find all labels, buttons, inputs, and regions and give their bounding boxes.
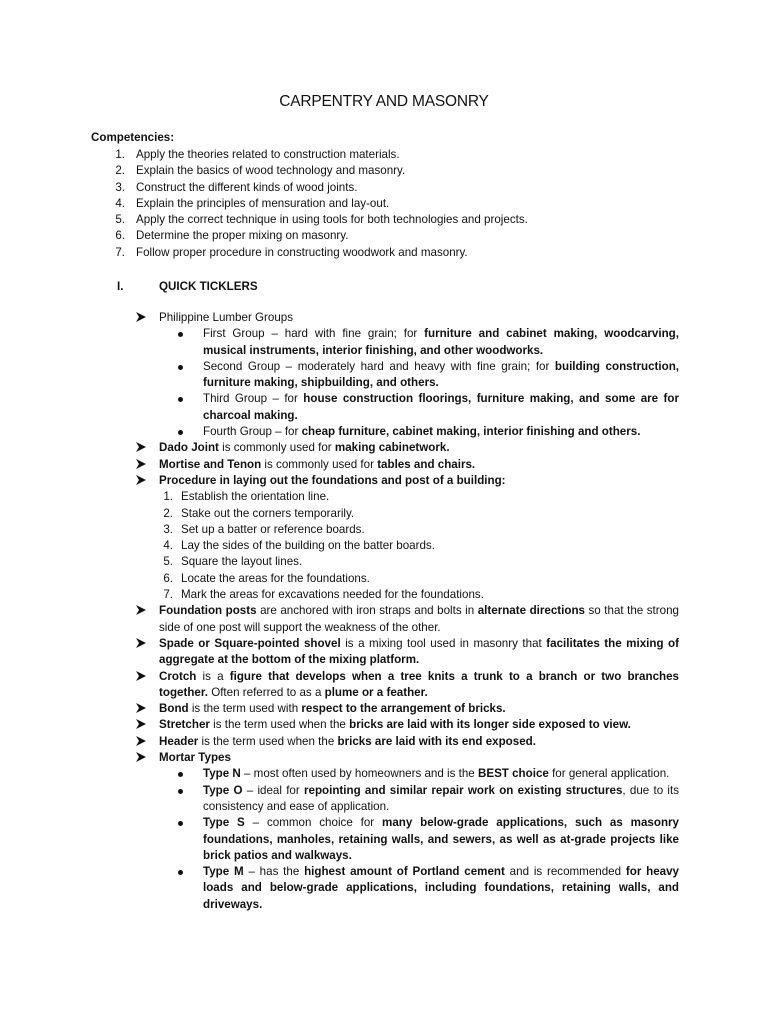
arrowhead-bullet-icon xyxy=(134,473,154,489)
lumber-groups-list xyxy=(156,326,679,440)
bullet-dot-icon xyxy=(178,365,183,370)
competency-item: 6. Determine the proper mixing on masonry. xyxy=(115,229,349,243)
competency-item: 7. Follow proper procedure in constructing woodwork and masonry. xyxy=(115,245,468,259)
arrowhead-bullet-icon xyxy=(134,440,154,456)
lumber-group-item: Third Group – for house construction floorings, furniture making, and some are for charcoal making. xyxy=(156,391,679,424)
bullet-dot-icon xyxy=(178,430,183,435)
section-title: QUICK TICKLERS xyxy=(159,280,258,293)
procedure-step: 7. Mark the areas for excavations needed for the foundations. xyxy=(163,588,484,602)
arrowhead-bullet-icon xyxy=(134,701,154,717)
mortar-types-heading: Mortar Types xyxy=(159,751,231,765)
competency-item: 4. Explain the principles of mensuration and lay-out. xyxy=(115,196,390,210)
list-item-mortise-tenon: Mortise and Tenon is commonly used for tables and chairs. xyxy=(134,457,679,473)
competencies-label: Competencies: xyxy=(91,131,175,144)
list-item-lumber-groups xyxy=(134,310,679,326)
bullet-dot-icon xyxy=(178,789,183,794)
arrowhead-bullet-icon xyxy=(134,603,154,619)
section-number: I. xyxy=(117,280,124,293)
list-item-foundation-posts: Foundation posts are anchored with iron straps and bolts in alternate directions so that the strong side of one post will support the weakness of the other. xyxy=(134,603,679,636)
procedure-step: 5. Square the layout lines. xyxy=(163,555,303,569)
list-item-spade: Spade or Square-pointed shovel is a mixing tool used in masonry that facilitates the mixing of aggregate at the bottom of the mixing platform. xyxy=(134,636,679,669)
mortar-types-list xyxy=(156,766,679,913)
competencies-list xyxy=(91,147,691,261)
arrowhead-bullet-icon xyxy=(134,717,154,733)
arrowhead-bullet-icon xyxy=(134,734,154,750)
arrowhead-bullet-icon xyxy=(134,457,154,473)
list-item-procedure xyxy=(134,473,679,489)
lumber-group-item: Second Group – moderately hard and heavy with fine grain; for building construction, furniture making, shipbuilding, and others. xyxy=(156,359,679,392)
page-title: CARPENTRY AND MASONRY xyxy=(279,93,489,110)
mortar-type-item: Type S – common choice for many below-grade applications, such as masonry foundations, manholes, retaining walls, and sewers, as well as at-grade projects like brick patios and walkways. xyxy=(156,815,679,864)
procedure-step: 6. Locate the areas for the foundations. xyxy=(163,571,370,585)
mortar-type-item: Type N – most often used by homeowners and is the BEST choice for general application. xyxy=(156,766,679,782)
lumber-groups-heading: Philippine Lumber Groups xyxy=(159,311,294,324)
procedure-step: 1. Establish the orientation line. xyxy=(163,490,330,504)
list-item-mortar-types xyxy=(134,750,679,766)
arrowhead-bullet-icon xyxy=(134,636,154,652)
lumber-group-item: First Group – hard with fine grain; for furniture and cabinet making, woodcarving, musical instruments, interior finishing, and other woodworks. xyxy=(156,326,679,359)
bullet-dot-icon xyxy=(178,772,183,777)
procedure-heading: Procedure in laying out the foundations and post of a building: xyxy=(159,473,506,487)
competency-item: 3. Construct the different kinds of wood joints. xyxy=(115,180,358,194)
arrowhead-bullet-icon xyxy=(134,310,154,326)
bullet-dot-icon xyxy=(178,821,183,826)
arrowhead-bullet-icon xyxy=(134,669,154,685)
competency-item: 5. Apply the correct technique in using tools for both technologies and projects. xyxy=(115,213,528,227)
mortar-type-item: Type O – ideal for repointing and similar repair work on existing structures, due to its consistency and ease of application. xyxy=(156,783,679,816)
procedure-steps xyxy=(134,489,679,603)
list-item-dado-joint: Dado Joint is commonly used for making cabinetwork. xyxy=(134,440,679,456)
competency-item: 2. Explain the basics of wood technology and masonry. xyxy=(115,164,406,178)
list-item-crotch: Crotch is a figure that develops when a tree knits a trunk to a branch or two branches together. Often referred to as a plume or a feather. xyxy=(134,669,679,702)
arrowhead-bullet-icon xyxy=(134,750,154,766)
list-item-stretcher: Stretcher is the term used when the bricks are laid with its longer side exposed to view. xyxy=(134,717,679,733)
list-item-bond: Bond is the term used with respect to the arrangement of bricks. xyxy=(134,701,679,717)
bullet-dot-icon xyxy=(178,397,183,402)
procedure-step: 4. Lay the sides of the building on the batter boards. xyxy=(163,539,435,553)
quick-ticklers-body xyxy=(134,310,679,913)
competency-item: 1. Apply the theories related to construction materials. xyxy=(115,148,400,161)
mortar-type-item: Type M – has the highest amount of Portland cement and is recommended for heavy loads and below-grade applications, including foundations, retaining walls, and driveways. xyxy=(156,864,679,913)
lumber-group-item: Fourth Group – for cheap furniture, cabinet making, interior finishing and others. xyxy=(156,424,679,440)
procedure-step: 3. Set up a batter or reference boards. xyxy=(163,522,365,536)
procedure-step: 2. Stake out the corners temporarily. xyxy=(163,506,355,520)
list-item-header: Header is the term used when the bricks are laid with its end exposed. xyxy=(134,734,679,750)
bullet-dot-icon xyxy=(178,870,183,875)
bullet-dot-icon xyxy=(178,332,183,337)
